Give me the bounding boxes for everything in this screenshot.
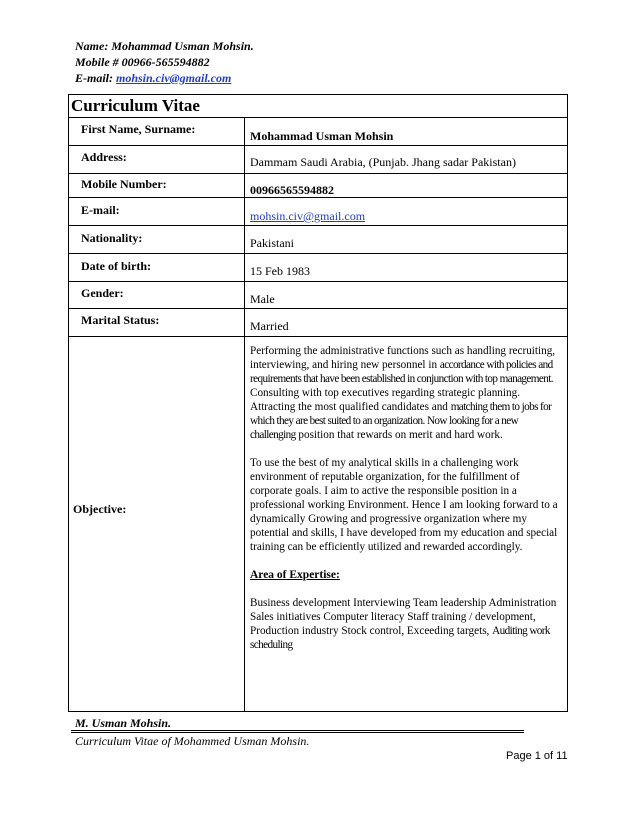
- row-divider: [69, 253, 567, 254]
- value-marital-status: Married: [250, 319, 289, 333]
- row-divider: [69, 336, 567, 337]
- label-gender: Gender:: [81, 286, 124, 300]
- label-mobile: Mobile Number:: [81, 177, 167, 191]
- page-number: Page 1 of 11: [506, 750, 568, 762]
- row-divider: [69, 145, 567, 146]
- label-objective: Objective:: [73, 502, 127, 516]
- value-first-name: Mohammad Usman Mohsin: [250, 129, 394, 143]
- value-date-of-birth: 15 Feb 1983: [250, 264, 310, 278]
- cv-title: Curriculum Vitae: [71, 96, 200, 115]
- footer-divider: [71, 730, 524, 731]
- column-divider: [244, 118, 245, 712]
- objective-text-span: accordance with policies and requirements that have been established in conjunction with top management.: [250, 359, 553, 385]
- label-email: E-mail:: [81, 203, 120, 217]
- row-divider: [69, 281, 567, 282]
- footer-name: M. Usman Mohsin.: [75, 716, 172, 730]
- objective-text-span: Performing the administrative functions such as handling recruiting, interviewing, and hiring new personnel in: [250, 345, 556, 371]
- value-address: Dammam Saudi Arabia, (Punjab. Jhang sadar Pakistan): [250, 155, 516, 169]
- value-nationality: Pakistani: [250, 236, 294, 250]
- expertise-text-span: Business development Interviewing Team leadership Administration Sales initiatives Computer literacy Staff training / development, Production industry Stock control, Exceeding targets,: [250, 597, 557, 637]
- objective-paragraph: To use the best of my analytical skills in a challenging work environment of reputable organization, for the fulfillment of corporate goals. I aim to active the responsible position in a professional working Environment. Hence I am looking forward to a dynamically Growing and progressive organization where my potential and skills, I have developed from my education and special training can be efficiently utilized and rewarded accordingly.: [250, 457, 558, 553]
- label-address: Address:: [81, 150, 127, 164]
- row-divider: [69, 308, 567, 309]
- label-nationality: Nationality:: [81, 231, 143, 245]
- header-name: Name: Mohammad Usman Mohsin.: [75, 39, 254, 53]
- objective-text-span: position that rewards on merit and hard work.: [295, 429, 503, 441]
- header-email-line: [75, 70, 254, 86]
- divider: [68, 117, 568, 118]
- header-email-link[interactable]: mohsin.civ@gmail.com: [116, 71, 232, 85]
- footer-subtitle: Curriculum Vitae of Mohammed Usman Mohsin.: [75, 734, 310, 748]
- value-mobile: 00966565594882: [250, 183, 334, 197]
- expertise-heading: Area of Expertise:: [250, 569, 340, 581]
- expertise-list: [250, 596, 564, 652]
- expertise-text-span: Auditing work scheduling: [250, 625, 550, 651]
- header-email-label: E-mail:: [75, 71, 116, 85]
- row-divider: [69, 173, 567, 174]
- row-divider: [69, 225, 567, 226]
- label-date-of-birth: Date of birth:: [81, 259, 151, 273]
- header-mobile: Mobile # 00966-565594882: [75, 55, 210, 69]
- objective-text-span: Consulting with top executives regarding strategic planning. Attracting the most qualified candidates and: [250, 387, 520, 413]
- objective-text: [250, 344, 564, 666]
- objective-paragraph: [250, 344, 564, 442]
- label-first-name: First Name, Surname:: [81, 122, 196, 136]
- header-block: [75, 38, 254, 86]
- value-email-link[interactable]: mohsin.civ@gmail.com: [250, 209, 366, 223]
- value-email: [250, 209, 365, 224]
- objective-text-span: matching them to jobs for which they are best suited to an organization. Now looking for a new challenging: [250, 401, 552, 441]
- value-gender: Male: [250, 292, 275, 306]
- label-marital-status: Marital Status:: [81, 313, 160, 327]
- footer-divider: [71, 732, 524, 733]
